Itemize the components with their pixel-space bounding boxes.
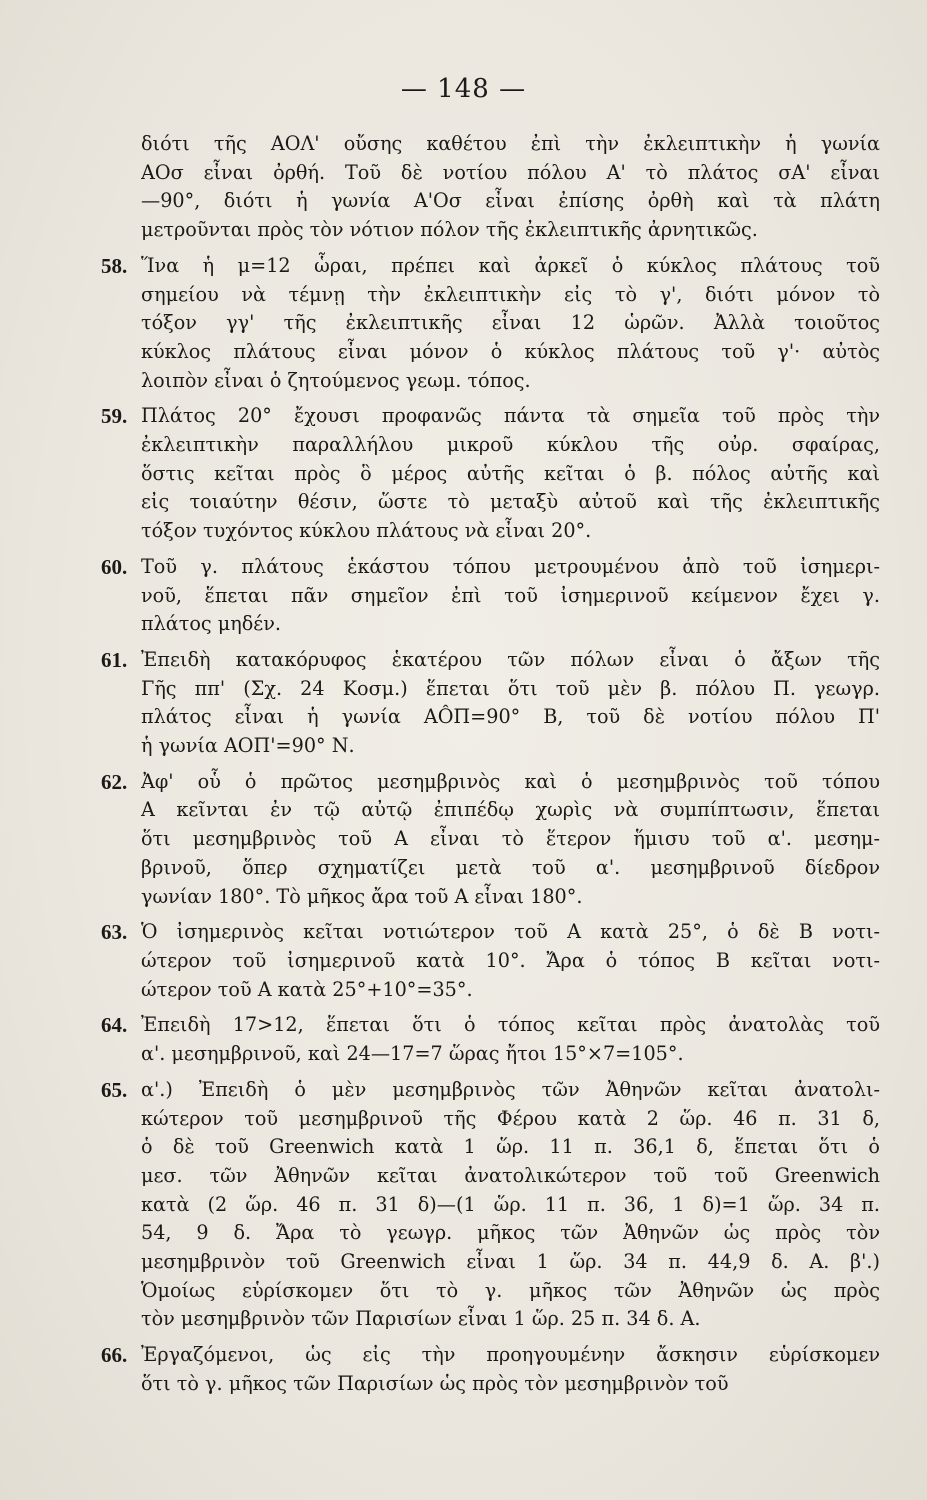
text-line: Πλάτος 20° ἔχουσι προφανῶς πάντα τὰ σημεῖα τοῦ πρὸς τὴν bbox=[141, 404, 880, 428]
exercise-paragraph bbox=[101, 1011, 880, 1068]
exercise-number: 58. bbox=[101, 253, 128, 278]
text-line: μετροῦνται πρὸς τὸν νότιον πόλον τῆς ἐκλειπτικῆς ἀρνητικῶς. bbox=[141, 218, 758, 242]
text-line: μεσημβρινὸν τοῦ Greenwich εἶναι 1 ὥρ. 34 π. 44,9 δ. Α. β'.) bbox=[141, 1250, 880, 1274]
exercise-number: 59. bbox=[101, 404, 128, 429]
text-line: Ὁ ἰσημερινὸς κεῖται νοτιώτερον τοῦ Α κατὰ 25°, ὁ δὲ Β νοτι- bbox=[141, 920, 880, 944]
text-line: σημείου νὰ τέμνῃ τὴν ἐκλειπτικὴν εἰς τὸ γ', διότι μόνον τὸ bbox=[141, 282, 880, 306]
text-line: Ἐπειδὴ κατακόρυφος ἑκατέρου τῶν πόλων εἶναι ὁ ἄξων τῆς bbox=[141, 647, 880, 671]
text-line: τόξον τυχόντος κύκλου πλάτους νὰ εἶναι 20°. bbox=[141, 519, 592, 543]
text-line: εἰς τοιαύτην θέσιν, ὥστε τὸ μεταξὺ αὐτοῦ καὶ τῆς ἐκλειπτικῆς bbox=[141, 490, 880, 514]
exercise-paragraph bbox=[101, 252, 880, 396]
text-line: τόξον γγ' τῆς ἐκλειπτικῆς εἶναι 12 ὡρῶν. Ἀλλὰ τοιοῦτος bbox=[141, 311, 880, 335]
text-line: ἐκλειπτικὴν παραλλήλου μικροῦ κύκλου τῆς οὐρ. σφαίρας, bbox=[141, 433, 880, 457]
text-line: διότι τῆς ΑΟΛ' οὔσης καθέτου ἐπὶ τὴν ἐκλειπτικὴν ἡ γωνία bbox=[141, 132, 880, 155]
text-line: λοιπὸν εἶναι ὁ ζητούμενος γεωμ. τόπος. bbox=[141, 368, 531, 392]
text-line: ώτερον τοῦ ἰσημερινοῦ κατὰ 10°. Ἄρα ὁ τόπος Β κεῖται νοτι- bbox=[141, 948, 880, 972]
exercise-paragraph bbox=[101, 1341, 880, 1398]
text-line: πλάτος μηδέν. bbox=[141, 612, 281, 636]
text-line: πλάτος εἶναι ἡ γωνία ΑÔΠ=90° Β, τοῦ δὲ νοτίου πόλου Π' bbox=[141, 705, 880, 729]
text-line: κύκλος πλάτους εἶναι μόνον ὁ κύκλος πλάτους τοῦ γ'· αὐτὸς bbox=[141, 339, 880, 363]
exercise-number: 65. bbox=[101, 1077, 128, 1102]
text-line: ὁ δὲ τοῦ Greenwich κατὰ 1 ὥρ. 11 π. 36,1 δ, ἕπεται ὅτι ὁ bbox=[141, 1135, 880, 1159]
text-line: 54, 9 δ. Ἄρα τὸ γεωγρ. μῆκος τῶν Ἀθηνῶν ὡς πρὸς τὸν bbox=[141, 1221, 880, 1245]
text-line: Α κεῖνται ἐν τῷ αὐτῷ ἐπιπέδῳ χωρὶς νὰ συμπίπτωσιν, ἕπεται bbox=[141, 798, 880, 822]
page-number: — 148 — bbox=[400, 74, 527, 104]
text-line: Ὁμοίως εὑρίσκομεν ὅτι τὸ γ. μῆκος τῶν Ἀθηνῶν ὡς πρὸς bbox=[141, 1278, 880, 1302]
exercise-number: 63. bbox=[101, 920, 128, 945]
exercise-number: 60. bbox=[101, 554, 128, 579]
text-line: Τοῦ γ. πλάτους ἑκάστου τόπου μετρουμένου ἀπὸ τοῦ ἰσημερι- bbox=[141, 554, 880, 578]
text-line: νοῦ, ἕπεται πᾶν σημεῖον ἐπὶ τοῦ ἰσημερινοῦ κείμενον ἔχει γ. bbox=[141, 583, 880, 607]
exercise-paragraph bbox=[101, 646, 880, 761]
text-line: Ἵνα ἡ μ=12 ὧραι, πρέπει καὶ ἀρκεῖ ὁ κύκλος πλάτους τοῦ bbox=[141, 253, 880, 277]
exercise-paragraph bbox=[101, 768, 880, 912]
text-line: ὅτι τὸ γ. μῆκος τῶν Παρισίων ὡς πρὸς τὸν μεσημβρινὸν τοῦ bbox=[141, 1371, 729, 1395]
exercise-number: 64. bbox=[101, 1013, 128, 1038]
text-line: —90°, διότι ἡ γωνία Α'Οσ εἶναι ἐπίσης ὀρθὴ καὶ τὰ πλάτη bbox=[141, 189, 880, 213]
text-line: ὅστις κεῖται πρὸς ὃ μέρος αὐτῆς κεῖται ὁ β. πόλος αὐτῆς καὶ bbox=[141, 461, 880, 485]
text-line: Ἐργαζόμενοι, ὡς εἰς τὴν προηγουμένην ἄσκησιν εὑρίσκομεν bbox=[141, 1343, 880, 1367]
exercise-paragraph bbox=[101, 918, 880, 1004]
exercise-number: 61. bbox=[101, 647, 128, 672]
text-line: γωνίαν 180°. Τὸ μῆκος ἄρα τοῦ Α εἶναι 180°. bbox=[141, 884, 583, 908]
text-line: ὅτι μεσημβρινὸς τοῦ Α εἶναι τὸ ἕτερον ἥμισυ τοῦ α'. μεσημ- bbox=[141, 827, 880, 851]
text-line: α'. μεσημβρινοῦ, καὶ 24—17=7 ὥρας ἤτοι 15°×7=105°. bbox=[141, 1042, 684, 1066]
text-line: κατὰ (2 ὥρ. 46 π. 31 δ)—(1 ὥρ. 11 π. 36, 1 δ)=1 ὥρ. 34 π. bbox=[141, 1192, 880, 1216]
text-line: α'.) Ἐπειδὴ ὁ μὲν μεσημβρινὸς τῶν Ἀθηνῶν κεῖται ἀνατολι- bbox=[141, 1077, 880, 1101]
continued-paragraph bbox=[105, 130, 880, 245]
exercise-paragraph bbox=[101, 402, 880, 546]
text-line: μεσ. τῶν Ἀθηνῶν κεῖται ἀνατολικώτερον τοῦ τοῦ Greenwich bbox=[141, 1163, 880, 1187]
exercise-paragraph bbox=[101, 1076, 880, 1334]
text-line: τὸν μεσημβρινὸν τῶν Παρισίων εἶναι 1 ὥρ. 25 π. 34 δ. Α. bbox=[141, 1307, 701, 1331]
text-line: Ἐπειδὴ 17>12, ἕπεται ὅτι ὁ τόπος κεῖται πρὸς ἀνατολὰς τοῦ bbox=[141, 1013, 880, 1037]
exercise-paragraph bbox=[101, 553, 880, 639]
text-line: ώτερον τοῦ Α κατὰ 25°+10°=35°. bbox=[141, 977, 473, 1001]
text-line: ΑΟσ εἶναι ὀρθή. Τοῦ δὲ νοτίου πόλου Α' τὸ πλάτος σΑ' εἶναι bbox=[141, 160, 880, 184]
exercise-number: 66. bbox=[101, 1343, 128, 1368]
page-body bbox=[101, 130, 880, 1406]
exercise-number: 62. bbox=[101, 769, 128, 794]
text-line: ἡ γωνία ΑΟΠ'=90° Ν. bbox=[141, 734, 355, 758]
text-line: Γῆς ππ' (Σχ. 24 Κοσμ.) ἕπεται ὅτι τοῦ μὲν β. πόλου Π. γεωγρ. bbox=[141, 676, 880, 700]
text-line: βρινοῦ, ὅπερ σχηματίζει μετὰ τοῦ α'. μεσημβρινοῦ δίεδρον bbox=[141, 855, 880, 879]
text-line: κώτερον τοῦ μεσημβρινοῦ τῆς Φέρου κατὰ 2 ὥρ. 46 π. 31 δ, bbox=[141, 1106, 880, 1130]
text-line: Ἀφ' οὗ ὁ πρῶτος μεσημβρινὸς καὶ ὁ μεσημβρινὸς τοῦ τόπου bbox=[141, 769, 880, 793]
